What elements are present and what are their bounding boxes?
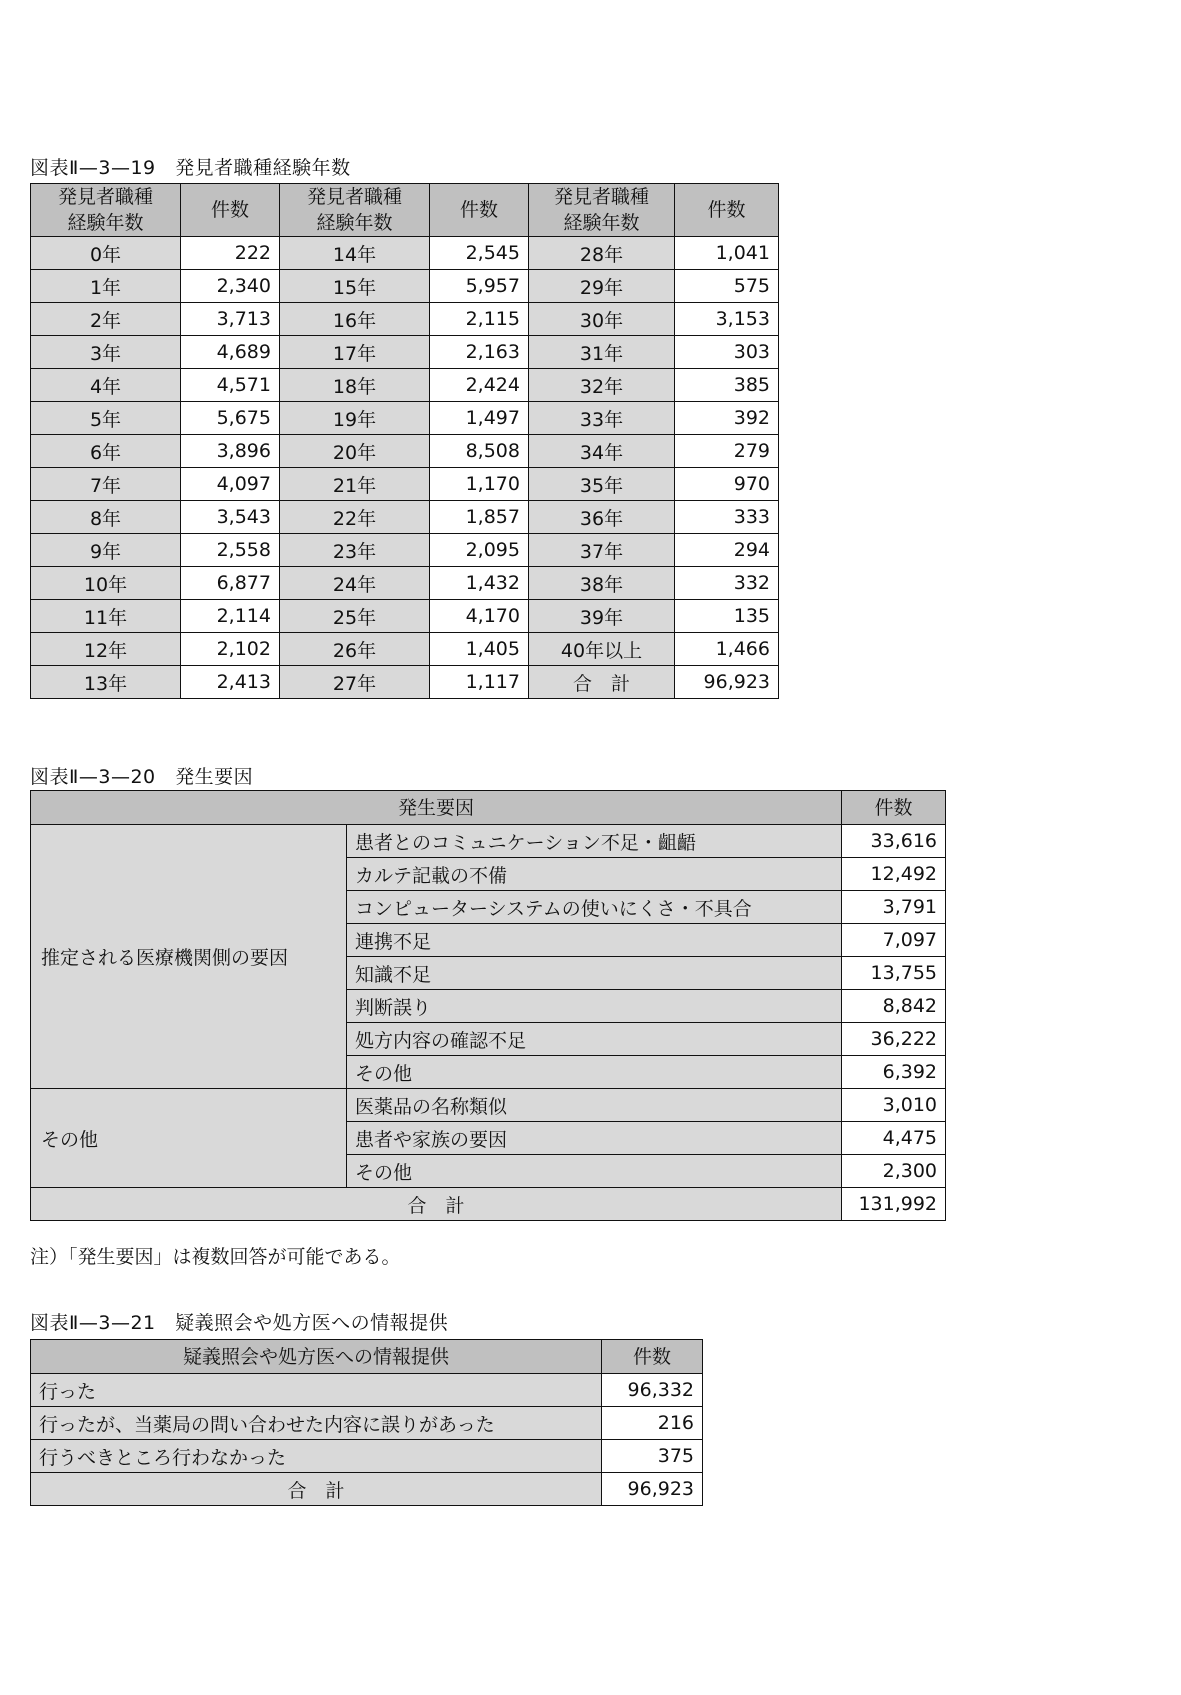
item-name: 行うべきところ行わなかった (31, 1440, 602, 1473)
years-cell: 36年 (529, 501, 675, 534)
total-count: 96,923 (602, 1473, 703, 1506)
count-cell: 392 (675, 402, 779, 435)
item-count: 375 (602, 1440, 703, 1473)
count-cell: 294 (675, 534, 779, 567)
group-label: 推定される医療機関側の要因 (31, 825, 347, 1089)
factor-name: その他 (347, 1155, 842, 1188)
years-cell: 26年 (280, 633, 430, 666)
count-cell: 6,877 (181, 567, 280, 600)
header-count: 件数 (675, 184, 779, 237)
factor-name: 医薬品の名称類似 (347, 1089, 842, 1122)
header-years: 発見者職種 経験年数 (31, 184, 181, 237)
header-count: 件数 (430, 184, 529, 237)
years-cell: 23年 (280, 534, 430, 567)
header-factor: 発生要因 (31, 791, 842, 825)
count-cell: 1,117 (430, 666, 529, 699)
factor-name: その他 (347, 1056, 842, 1089)
fig20-note: 注）「発生要因」は複数回答が可能である。 (30, 1246, 401, 1268)
table-row (31, 336, 779, 369)
header-count: 件数 (842, 791, 946, 825)
count-cell: 2,558 (181, 534, 280, 567)
count-cell: 1,432 (430, 567, 529, 600)
years-cell: 37年 (529, 534, 675, 567)
count-cell: 222 (181, 237, 280, 270)
table-row (31, 369, 779, 402)
years-cell: 40年以上 (529, 633, 675, 666)
years-cell: 9年 (31, 534, 181, 567)
factor-count: 4,475 (842, 1122, 946, 1155)
table-row (31, 435, 779, 468)
count-cell: 970 (675, 468, 779, 501)
years-cell: 3年 (31, 336, 181, 369)
count-cell: 279 (675, 435, 779, 468)
table-row (31, 1089, 946, 1122)
years-cell: 28年 (529, 237, 675, 270)
count-cell: 4,097 (181, 468, 280, 501)
header-count: 件数 (181, 184, 280, 237)
years-cell: 11年 (31, 600, 181, 633)
years-cell: 38年 (529, 567, 675, 600)
table-row (31, 1374, 703, 1407)
years-cell: 13年 (31, 666, 181, 699)
item-name: 行った (31, 1374, 602, 1407)
years-cell: 22年 (280, 501, 430, 534)
years-cell: 24年 (280, 567, 430, 600)
years-cell: 35年 (529, 468, 675, 501)
table-row (31, 237, 779, 270)
count-cell: 2,114 (181, 600, 280, 633)
years-cell: 17年 (280, 336, 430, 369)
years-cell: 34年 (529, 435, 675, 468)
item-count: 216 (602, 1407, 703, 1440)
years-cell: 14年 (280, 237, 430, 270)
years-cell: 31年 (529, 336, 675, 369)
count-cell: 5,675 (181, 402, 280, 435)
years-cell: 21年 (280, 468, 430, 501)
count-cell: 2,163 (430, 336, 529, 369)
header-item: 疑義照会や処方医への情報提供 (31, 1340, 602, 1374)
item-count: 96,332 (602, 1374, 703, 1407)
count-cell: 1,857 (430, 501, 529, 534)
years-cell: 39年 (529, 600, 675, 633)
group-label: その他 (31, 1089, 347, 1188)
years-cell: 5年 (31, 402, 181, 435)
years-cell: 12年 (31, 633, 181, 666)
inquiry-table (30, 1339, 703, 1506)
years-cell: 25年 (280, 600, 430, 633)
years-cell: 15年 (280, 270, 430, 303)
years-cell: 7年 (31, 468, 181, 501)
factor-name: 処方内容の確認不足 (347, 1023, 842, 1056)
count-cell: 3,713 (181, 303, 280, 336)
factor-count: 3,010 (842, 1089, 946, 1122)
factor-name: 判断誤り (347, 990, 842, 1023)
factor-count: 6,392 (842, 1056, 946, 1089)
total-row (31, 1473, 703, 1506)
fig19-caption: 図表Ⅱ—3—19 発見者職種経験年数 (30, 157, 351, 179)
factor-count: 7,097 (842, 924, 946, 957)
count-cell: 385 (675, 369, 779, 402)
count-cell: 303 (675, 336, 779, 369)
fig21-caption: 図表Ⅱ—3—21 疑義照会や処方医への情報提供 (30, 1312, 449, 1334)
table-row (31, 633, 779, 666)
years-cell: 33年 (529, 402, 675, 435)
count-cell: 2,545 (430, 237, 529, 270)
factor-name: 連携不足 (347, 924, 842, 957)
count-cell: 2,115 (430, 303, 529, 336)
experience-years-table (30, 183, 779, 699)
count-cell: 8,508 (430, 435, 529, 468)
factor-count: 2,300 (842, 1155, 946, 1188)
count-cell: 96,923 (675, 666, 779, 699)
table-row (31, 534, 779, 567)
factor-name: 知識不足 (347, 957, 842, 990)
item-name: 行ったが、当薬局の問い合わせた内容に誤りがあった (31, 1407, 602, 1440)
table-row (31, 468, 779, 501)
count-cell: 2,424 (430, 369, 529, 402)
count-cell: 3,153 (675, 303, 779, 336)
years-cell: 19年 (280, 402, 430, 435)
table-row (31, 303, 779, 336)
table-row (31, 402, 779, 435)
table-row (31, 270, 779, 303)
years-cell: 8年 (31, 501, 181, 534)
count-cell: 5,957 (430, 270, 529, 303)
count-cell: 1,405 (430, 633, 529, 666)
years-cell: 16年 (280, 303, 430, 336)
count-cell: 575 (675, 270, 779, 303)
table-row (31, 501, 779, 534)
count-cell: 135 (675, 600, 779, 633)
table-row (31, 600, 779, 633)
table-row (31, 825, 946, 858)
factor-name: カルテ記載の不備 (347, 858, 842, 891)
header-count: 件数 (602, 1340, 703, 1374)
count-cell: 3,896 (181, 435, 280, 468)
table-row (31, 666, 779, 699)
count-cell: 333 (675, 501, 779, 534)
count-cell: 1,497 (430, 402, 529, 435)
count-cell: 4,571 (181, 369, 280, 402)
total-label: 合 計 (31, 1188, 842, 1221)
factor-count: 13,755 (842, 957, 946, 990)
factor-count: 36,222 (842, 1023, 946, 1056)
count-cell: 1,041 (675, 237, 779, 270)
count-cell: 1,466 (675, 633, 779, 666)
factor-count: 3,791 (842, 891, 946, 924)
years-cell: 2年 (31, 303, 181, 336)
total-row (31, 1188, 946, 1221)
count-cell: 4,689 (181, 336, 280, 369)
factor-name: 患者とのコミュニケーション不足・齟齬 (347, 825, 842, 858)
count-cell: 2,340 (181, 270, 280, 303)
factor-count: 8,842 (842, 990, 946, 1023)
count-cell: 3,543 (181, 501, 280, 534)
fig20-caption: 図表Ⅱ—3—20 発生要因 (30, 766, 254, 788)
years-cell: 0年 (31, 237, 181, 270)
years-cell: 1年 (31, 270, 181, 303)
table-row (31, 567, 779, 600)
total-label: 合 計 (31, 1473, 602, 1506)
years-cell: 30年 (529, 303, 675, 336)
years-cell: 32年 (529, 369, 675, 402)
factor-count: 12,492 (842, 858, 946, 891)
years-cell: 10年 (31, 567, 181, 600)
count-cell: 2,102 (181, 633, 280, 666)
total-count: 131,992 (842, 1188, 946, 1221)
years-cell: 20年 (280, 435, 430, 468)
factor-name: コンピューターシステムの使いにくさ・不具合 (347, 891, 842, 924)
years-cell: 4年 (31, 369, 181, 402)
years-cell: 合 計 (529, 666, 675, 699)
years-cell: 29年 (529, 270, 675, 303)
table-row (31, 1440, 703, 1473)
factor-count: 33,616 (842, 825, 946, 858)
count-cell: 2,413 (181, 666, 280, 699)
count-cell: 2,095 (430, 534, 529, 567)
count-cell: 4,170 (430, 600, 529, 633)
header-years: 発見者職種 経験年数 (280, 184, 430, 237)
count-cell: 332 (675, 567, 779, 600)
years-cell: 18年 (280, 369, 430, 402)
table-row (31, 1407, 703, 1440)
header-years: 発見者職種 経験年数 (529, 184, 675, 237)
count-cell: 1,170 (430, 468, 529, 501)
years-cell: 27年 (280, 666, 430, 699)
occurrence-factor-table (30, 790, 946, 1221)
years-cell: 6年 (31, 435, 181, 468)
factor-name: 患者や家族の要因 (347, 1122, 842, 1155)
